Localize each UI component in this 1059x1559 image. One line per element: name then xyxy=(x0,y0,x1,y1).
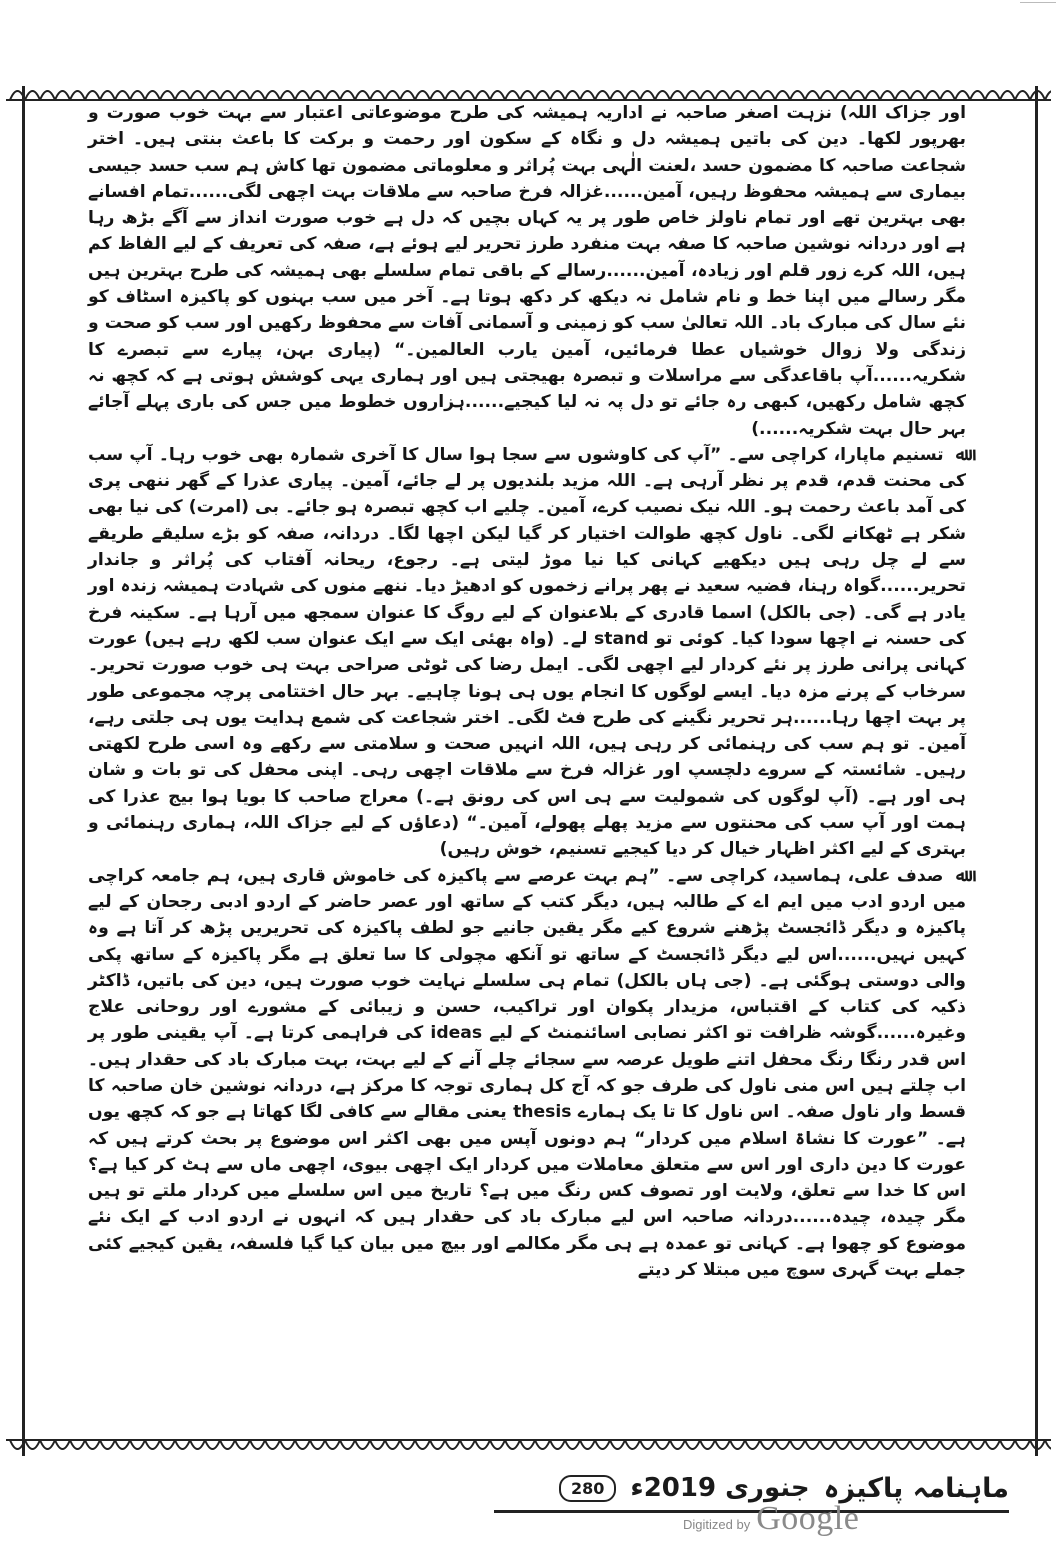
letter-3-body: ”ہم بہت عرصے سے پاکیزہ کی خاموش قاری ہیں، ہم جامعہ کراچی میں اردو ادب میں ایم اے کے طالبہ ہیں، دیگر کتب کے ساتھ اور عصر حاضر کے اردو ادبی رجحان کے لیے پاکیزہ و دیگر ڈائجسٹ پڑھنے شروع کیے مگر یقین جانیے جو لطف پاکیزہ کی تحریریں پڑھ کر آتا ہے وہ کہیں نہیں......اس لیے دیگر ڈائجسٹ کے ساتھ تو آنکھ مچولی کا سا تعلق ہے مگر پاکیزہ کے ساتھ پکی والی دوستی ہوگئی ہے۔ (جی ہاں بالکل) تمام ہی سلسلے نہایت خوب صورت ہیں، دین کی باتیں، ڈاکٹر ذکیہ کی کتاب کے اقتباس، مزیدار پکوان اور تراکیب، حسن و زیبائی کے مشورے اور روحانی علاج وغیرہ......گوشہ ظرافت تو اکثر نصابی اسائنمنٹ کے لیے ideas کی فراہمی کرتا ہے۔ آپ یقینی طور پر اس قدر رنگا رنگ محفل اتنے طویل عرصہ سے سجائے چلے آنے کے لیے بہت، بہت مبارک باد کی حقدار ہیں۔ اب چلتے ہیں اس منی ناول کی طرف جو کہ آج کل ہماری توجہ کا مرکز ہے، دردانہ نوشین خان صاحبہ کا قسط وار ناول صفہ۔ اس ناول کا تا یک ہمارے thesis یعنی مقالے سے کافی لگا کھاتا ہے جو کہ کچھ یوں ہے۔ ”عورت کا نشاۃ اسلام میں کردار“ ہم دونوں آپس میں بھی اکثر اس موضوع پر بحث کرتے ہیں کہ عورت کا دین داری اور اس سے متعلق معاملات میں کردار ایک اچھی بیوی، اچھی ماں سے ہٹ کر کیا ہے؟ اس کا خدا سے تعلق، ولایت اور تصوف کس رنگ میں ہے؟ تاریخ میں اس سلسلے میں کردار ملتے تو ہیں مگر چیدہ، چیدہ......دردانہ صاحبہ اس لیے مبارک باد کی حقدار ہیں کہ انہوں نے اردو ادب کے ایک نئے موضوع کو چھوا ہے۔ کہانی تو عمدہ ہے ہی مگر مکالمے اور بیچ میں بیان کیا گیا فلسفہ، یقین کیجیے کئی جملے بہت گہری سوچ میں مبتلا کر دیتے xyxy=(88,865,967,1281)
google-logo: Google xyxy=(756,1500,860,1537)
letters-text xyxy=(88,100,966,1430)
letter-paragraph-1 xyxy=(88,100,966,442)
page-edge-mark xyxy=(1020,2,1056,11)
page-number: 280 xyxy=(559,1475,616,1502)
letter-1-body: اور جزاک اللہ) نزہت اصغر صاحبہ نے اداریہ ہمیشہ کی طرح موضوعاتی اعتبار سے بہت خوب صورت و بھرپور لکھا۔ دین کی باتیں ہمیشہ دل و نگاہ کے سکون اور رحمت و برکت کا باعث بنتی ہیں۔ اختر شجاعت صاحبہ کا مضمون حسد ،لعنت الٰہی بہت پُراثر و معلوماتی مضمون تھا کاش ہم سب حسد جیسی بیماری سے ہمیشہ محفوظ رہیں، آمین......غزالہ فرخ صاحبہ سے ملاقات بہت اچھی لگی......تمام افسانے بھی بہترین تھے اور تمام ناولز خاص طور پر یہ کہاں بچیں کہ دل ہے خوب صورت انداز سے آگے بڑھ رہا ہے اور دردانہ نوشین صاحبہ کا صفہ بہت منفرد طرز تحریر لیے ہوئے ہے، صفہ کی تعریف کے لیے الفاظ کم ہیں، اللہ کرے زور قلم اور زیادہ، آمین......رسالے کے باقی تمام سلسلے بھی ہمیشہ کی طرح بہترین ہیں مگر رسالے میں اپنا خط و نام شامل نہ دیکھ کر دکھ ہوتا ہے۔ آخر میں سب بہنوں کو پاکیزہ اسٹاف کو نئے سال کی مبارک باد۔ اللہ تعالیٰ سب کو زمینی و آسمانی آفات سے محفوظ رکھیں اور سب کو صحت و زندگی ولا زوال خوشیاں عطا فرمائیں، آمین یارب العالمین۔“ (پیاری بہن، پیارے سے تبصرے کا شکریہ......آپ باقاعدگی سے مراسلات و تبصرہ بھیجتی ہیں اور ہماری یہی کوشش ہوتی ہے کہ کچھ نہ کچھ شامل رکھیں، کبھی رہ جائے تو دل پہ نہ لیا کیجیے......ہزاروں خطوط میں جس کی باری پہلے آجائے بہر حال بہت شکریہ......) xyxy=(88,103,966,439)
letter-paragraph-3 xyxy=(88,863,966,1284)
letter-paragraph-2 xyxy=(88,442,966,863)
bullet-icon: ﷲ xyxy=(955,865,967,886)
digitized-by-label: Digitized by xyxy=(683,1517,751,1532)
digitized-watermark xyxy=(683,1500,859,1538)
letter-2-author: تسنیم ماپارا، کراچی سے۔ xyxy=(727,444,944,465)
issue-date: جنوری 2019ء xyxy=(630,1473,810,1503)
letter-2-body: ”آپ کی کاوشوں سے سجا ہوا سال کا آخری شمارہ بھی خوب رہا۔ آپ سب کی محنت قدم، قدم پر نظر آرہی ہے۔ اللہ مزید بلندیوں پر لے جائے، آمین۔ پیاری عذرا کے گھر ننھی پری کی آمد باعث رحمت ہو۔ اللہ نیک نصیب کرے، آمین۔ چلیے اب کچھ تبصرہ ہو جائے۔ بی (امرت) کی نیا بھی شکر ہے ٹھکانے لگی۔ ناول کچھ طوالت اختیار کر گیا لیکن اچھا لگا۔ دردانہ، صفہ کو بڑے سلیقے طریقے سے لے چل رہی ہیں دیکھیے کہانی کیا نیا موڑ لیتی ہے۔ رجوع، ریحانہ آفتاب کی پُراثر و جاندار تحریر......گواہ رہنا، فضیہ سعید نے پھر پرانے زخموں کو ادھیڑ دیا۔ ننھے منوں کی شہادت ہمیشہ زندہ اور یادر ہے گی۔ (جی بالکل) اسما قادری کے بلاعنوان کے لیے روگ کا عنوان سمجھ میں آرہا ہے۔ سکینہ فرخ کی حسنہ نے اچھا سودا کیا۔ کوئی تو stand لے۔ (واہ بھئی ایک سے ایک عنوان سب لکھ رہے ہیں) عورت کہانی پرانی طرز پر نئے کردار لیے اچھی لگی۔ ایمل رضا کی ٹوٹی صراحی بہت ہی خوب صورت تحریر۔ سرخاب کے پرنے مزہ دیا۔ ایسے لوگوں کا انجام یوں ہی ہونا چاہیے۔ بہر حال اختتامی پرچہ مجموعی طور پر بہت اچھا رہا......ہر تحریر نگینے کی طرح فٹ لگی۔ اختر شجاعت کی شمع ہدایت یوں ہی جلتی رہے، آمین۔ تو ہم سب کی رہنمائی کر رہی ہیں، اللہ انہیں صحت و سلامتی سے رکھے وہ اسی طرح لکھتی رہیں۔ شائستہ کے سروے دلچسپ اور غزالہ فرخ سے ملاقات اچھی رہی۔ اپنی محفل کی تو بات و شان ہی اور ہے۔ (آپ لوگوں کی شمولیت سے ہی اس کی رونق ہے۔) معراج صاحب کا بویا ہوا بیج عذرا کی ہمت اور آپ سب کی محنتوں سے مزید پھلے پھولے، آمین۔“ (دعاؤں کے لیے جزاک اللہ، ہماری رہنمائی و بہتری کے لیے اکثر اظہار خیال کر دیا کیجیے تسنیم، خوش رہیں) xyxy=(88,444,966,860)
bottom-loop-border xyxy=(6,1438,1051,1462)
bullet-icon: ﷲ xyxy=(955,444,966,465)
letter-3-author: صدف علی، ہماسید، کراچی سے۔ xyxy=(666,865,944,886)
magazine-title: ماہنامہ پاکیزہ xyxy=(823,1472,1009,1504)
